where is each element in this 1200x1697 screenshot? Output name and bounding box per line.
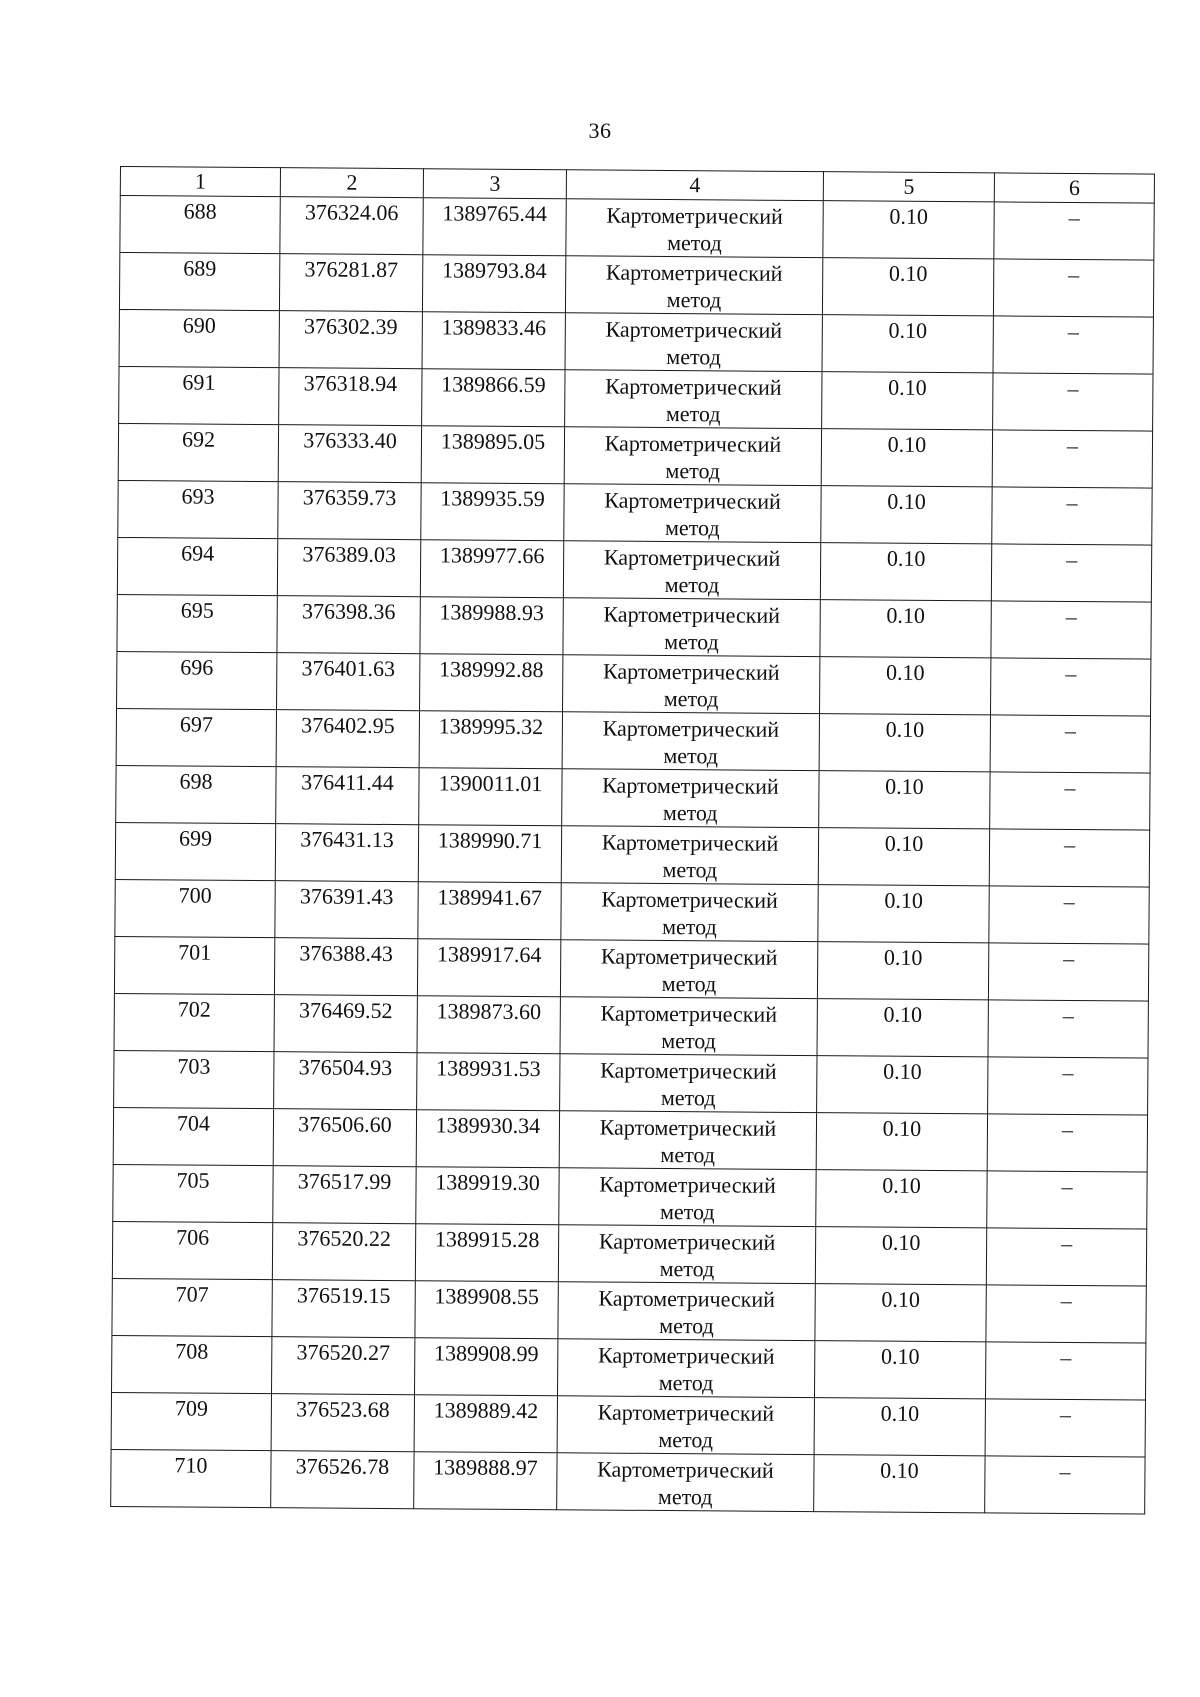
method-cell bbox=[565, 370, 822, 429]
method-cell bbox=[563, 655, 820, 714]
method-line-2: метод bbox=[664, 515, 720, 541]
method-cell bbox=[559, 1111, 816, 1170]
table-row bbox=[111, 1449, 1145, 1514]
accuracy-cell: 0.10 bbox=[819, 771, 990, 829]
method-line-2: метод bbox=[665, 401, 721, 427]
x-coordinate-cell: 376506.60 bbox=[273, 1109, 416, 1167]
point-number-cell: 697 bbox=[116, 708, 276, 766]
point-number-cell: 705 bbox=[113, 1164, 273, 1222]
table-row bbox=[120, 196, 1154, 261]
point-number-cell: 702 bbox=[114, 993, 274, 1051]
method-line-1: Картометрический bbox=[605, 259, 783, 286]
table-row bbox=[115, 879, 1149, 944]
note-cell: – bbox=[985, 1399, 1145, 1457]
x-coordinate-cell: 376519.15 bbox=[272, 1280, 415, 1338]
method-line-1: Картометрический bbox=[605, 373, 782, 400]
method-cell bbox=[560, 997, 817, 1056]
accuracy-cell: 0.10 bbox=[817, 1056, 988, 1114]
accuracy-cell: 0.10 bbox=[818, 885, 989, 943]
accuracy-cell: 0.10 bbox=[817, 999, 988, 1057]
y-coordinate-cell: 1390011.01 bbox=[419, 768, 562, 826]
accuracy-cell: 0.10 bbox=[814, 1398, 985, 1456]
point-number-cell: 694 bbox=[117, 537, 277, 595]
method-line-2: метод bbox=[659, 1312, 714, 1339]
y-coordinate-cell: 1389917.64 bbox=[417, 939, 560, 997]
y-coordinate-cell: 1389765.44 bbox=[423, 198, 566, 256]
table-row bbox=[114, 936, 1148, 1001]
accuracy-cell: 0.10 bbox=[814, 1455, 985, 1513]
point-number-cell: 706 bbox=[112, 1221, 272, 1279]
method-line-1: Картометрический bbox=[601, 829, 779, 856]
method-cell bbox=[562, 712, 819, 771]
method-line-2: метод bbox=[662, 856, 718, 883]
y-coordinate-cell: 1389930.34 bbox=[416, 1110, 559, 1168]
y-coordinate-cell: 1389941.67 bbox=[418, 882, 561, 940]
table-row bbox=[119, 253, 1153, 318]
method-line-2: метод bbox=[661, 970, 717, 997]
table-row bbox=[116, 765, 1150, 830]
note-cell: – bbox=[989, 886, 1149, 944]
method-line-2: метод bbox=[666, 287, 722, 313]
point-number-cell: 698 bbox=[116, 765, 276, 823]
table-row bbox=[118, 480, 1152, 545]
y-coordinate-cell: 1389895.05 bbox=[421, 426, 564, 484]
table-row bbox=[112, 1221, 1146, 1286]
method-line-2: метод bbox=[664, 629, 719, 655]
method-line-2: метод bbox=[659, 1198, 715, 1225]
method-cell bbox=[565, 313, 822, 372]
method-line-2: метод bbox=[658, 1426, 714, 1453]
method-line-1: Картометрический bbox=[604, 430, 782, 457]
method-line-2: метод bbox=[664, 572, 720, 598]
method-cell bbox=[563, 541, 820, 600]
note-cell: – bbox=[988, 1000, 1148, 1058]
note-cell: – bbox=[989, 829, 1149, 887]
method-cell bbox=[564, 484, 821, 543]
x-coordinate-cell: 376401.63 bbox=[277, 653, 420, 711]
method-line-1: Картометрический bbox=[600, 1057, 777, 1084]
y-coordinate-cell: 1389793.84 bbox=[422, 255, 565, 313]
note-cell: – bbox=[991, 601, 1151, 659]
table-row bbox=[115, 822, 1149, 887]
x-coordinate-cell: 376526.78 bbox=[271, 1451, 414, 1509]
method-line-1: Картометрический bbox=[603, 601, 781, 628]
y-coordinate-cell: 1389908.55 bbox=[415, 1281, 558, 1339]
method-line-1: Картометрический bbox=[602, 715, 780, 742]
accuracy-cell: 0.10 bbox=[815, 1227, 986, 1285]
note-cell: – bbox=[986, 1285, 1146, 1343]
table-row bbox=[118, 423, 1152, 488]
note-cell: – bbox=[992, 430, 1152, 488]
accuracy-cell: 0.10 bbox=[816, 1113, 987, 1171]
note-cell: – bbox=[988, 943, 1148, 1001]
method-line-1: Картометрический bbox=[598, 1228, 776, 1255]
method-line-2: метод bbox=[663, 742, 719, 769]
table-row bbox=[117, 651, 1151, 716]
coordinates-table bbox=[110, 166, 1155, 1515]
method-line-2: метод bbox=[661, 1027, 716, 1054]
accuracy-cell: 0.10 bbox=[822, 258, 993, 316]
method-cell bbox=[559, 1168, 816, 1227]
note-cell: – bbox=[993, 259, 1153, 317]
x-coordinate-cell: 376517.99 bbox=[273, 1166, 416, 1224]
table-body bbox=[111, 196, 1155, 1515]
table-row bbox=[113, 1107, 1147, 1172]
x-coordinate-cell: 376504.93 bbox=[274, 1052, 417, 1110]
table-row bbox=[119, 366, 1153, 431]
point-number-cell: 689 bbox=[119, 253, 279, 311]
x-coordinate-cell: 376388.43 bbox=[274, 938, 417, 996]
point-number-cell: 700 bbox=[115, 879, 275, 937]
accuracy-cell: 0.10 bbox=[820, 657, 991, 715]
method-line-1: Картометрический bbox=[605, 316, 783, 343]
accuracy-cell: 0.10 bbox=[821, 429, 992, 487]
point-number-cell: 695 bbox=[117, 594, 277, 652]
note-cell: – bbox=[988, 1057, 1148, 1115]
point-number-cell: 710 bbox=[111, 1449, 271, 1507]
point-number-cell: 691 bbox=[119, 366, 279, 424]
method-cell bbox=[561, 883, 818, 942]
point-number-cell: 688 bbox=[120, 196, 280, 254]
note-cell: – bbox=[990, 715, 1150, 773]
point-number-cell: 709 bbox=[111, 1392, 271, 1450]
x-coordinate-cell: 376523.68 bbox=[271, 1394, 414, 1452]
table-row bbox=[113, 1164, 1147, 1229]
method-cell bbox=[563, 598, 820, 657]
method-cell bbox=[558, 1282, 815, 1341]
method-line-2: метод bbox=[660, 1084, 716, 1111]
table-row bbox=[117, 594, 1151, 659]
x-coordinate-cell: 376389.03 bbox=[277, 539, 420, 597]
accuracy-cell: 0.10 bbox=[819, 714, 990, 772]
page-number: 36 bbox=[588, 118, 612, 143]
column-header-1: 1 bbox=[120, 167, 280, 197]
accuracy-cell: 0.10 bbox=[816, 1170, 987, 1228]
y-coordinate-cell: 1389873.60 bbox=[417, 996, 560, 1054]
method-line-2: метод bbox=[662, 913, 717, 940]
column-header-2: 2 bbox=[280, 168, 423, 198]
method-line-2: метод bbox=[667, 230, 722, 256]
method-line-1: Картометрический bbox=[597, 1456, 774, 1483]
point-number-cell: 708 bbox=[112, 1335, 272, 1393]
method-line-1: Картометрический bbox=[601, 886, 778, 913]
method-line-2: метод bbox=[660, 1141, 716, 1168]
y-coordinate-cell: 1389919.30 bbox=[416, 1167, 559, 1225]
method-line-1: Картометрический bbox=[600, 943, 778, 970]
method-line-2: метод bbox=[663, 686, 719, 712]
note-cell: – bbox=[993, 316, 1153, 374]
note-cell: – bbox=[993, 373, 1153, 431]
y-coordinate-cell: 1389889.42 bbox=[414, 1395, 557, 1453]
table-row bbox=[116, 708, 1150, 773]
y-coordinate-cell: 1389977.66 bbox=[420, 540, 563, 598]
table-row bbox=[112, 1278, 1146, 1343]
method-cell bbox=[557, 1339, 814, 1398]
x-coordinate-cell: 376398.36 bbox=[277, 596, 420, 654]
accuracy-cell: 0.10 bbox=[814, 1341, 985, 1399]
y-coordinate-cell: 1389931.53 bbox=[417, 1053, 560, 1111]
x-coordinate-cell: 376520.22 bbox=[272, 1223, 415, 1281]
point-number-cell: 699 bbox=[115, 822, 275, 880]
method-line-2: метод bbox=[662, 799, 718, 826]
point-number-cell: 690 bbox=[119, 309, 279, 367]
method-line-2: метод bbox=[658, 1369, 714, 1396]
method-cell bbox=[566, 199, 823, 258]
note-cell: – bbox=[985, 1456, 1145, 1514]
method-line-1: Картометрический bbox=[602, 772, 779, 799]
note-cell: – bbox=[994, 202, 1154, 260]
x-coordinate-cell: 376520.27 bbox=[272, 1337, 415, 1395]
method-line-1: Картометрический bbox=[597, 1342, 775, 1369]
point-number-cell: 707 bbox=[112, 1278, 272, 1336]
method-line-1: Картометрический bbox=[599, 1114, 777, 1141]
accuracy-cell: 0.10 bbox=[821, 486, 992, 544]
x-coordinate-cell: 376302.39 bbox=[279, 311, 422, 369]
note-cell: – bbox=[986, 1228, 1146, 1286]
method-cell bbox=[562, 769, 819, 828]
method-line-1: Картометрический bbox=[599, 1171, 776, 1198]
point-number-cell: 696 bbox=[117, 651, 277, 709]
y-coordinate-cell: 1389866.59 bbox=[422, 369, 565, 427]
x-coordinate-cell: 376469.52 bbox=[274, 995, 417, 1053]
method-cell bbox=[558, 1225, 815, 1284]
coordinates-table-container bbox=[110, 166, 1154, 1515]
accuracy-cell: 0.10 bbox=[820, 600, 991, 658]
y-coordinate-cell: 1389908.99 bbox=[415, 1338, 558, 1396]
y-coordinate-cell: 1389888.97 bbox=[414, 1452, 557, 1510]
y-coordinate-cell: 1389833.46 bbox=[422, 312, 565, 370]
point-number-cell: 692 bbox=[118, 423, 278, 481]
y-coordinate-cell: 1389915.28 bbox=[415, 1224, 558, 1282]
method-cell bbox=[564, 427, 821, 486]
method-line-1: Картометрический bbox=[598, 1285, 776, 1312]
note-cell: – bbox=[985, 1342, 1145, 1400]
column-header-5: 5 bbox=[823, 172, 994, 202]
x-coordinate-cell: 376359.73 bbox=[278, 482, 421, 540]
method-line-2: метод bbox=[665, 458, 721, 484]
note-cell: – bbox=[987, 1114, 1147, 1172]
point-number-cell: 704 bbox=[113, 1107, 273, 1165]
method-cell bbox=[561, 826, 818, 885]
table-row bbox=[114, 1050, 1148, 1115]
accuracy-cell: 0.10 bbox=[818, 828, 989, 886]
method-cell bbox=[560, 940, 817, 999]
table-row bbox=[111, 1392, 1145, 1457]
method-cell bbox=[560, 1054, 817, 1113]
method-cell bbox=[557, 1453, 814, 1512]
method-line-2: метод bbox=[666, 344, 721, 370]
x-coordinate-cell: 376391.43 bbox=[275, 881, 418, 939]
column-header-6: 6 bbox=[994, 173, 1154, 203]
method-cell bbox=[565, 256, 822, 315]
accuracy-cell: 0.10 bbox=[822, 315, 993, 373]
note-cell: – bbox=[990, 658, 1150, 716]
method-line-1: Картометрический bbox=[600, 1000, 778, 1027]
accuracy-cell: 0.10 bbox=[822, 372, 993, 430]
note-cell: – bbox=[987, 1171, 1147, 1229]
accuracy-cell: 0.10 bbox=[815, 1284, 986, 1342]
y-coordinate-cell: 1389988.93 bbox=[420, 597, 563, 655]
x-coordinate-cell: 376281.87 bbox=[279, 254, 422, 312]
y-coordinate-cell: 1389995.32 bbox=[419, 711, 562, 769]
point-number-cell: 693 bbox=[118, 480, 278, 538]
table-row bbox=[112, 1335, 1146, 1400]
method-line-1: Картометрический bbox=[602, 658, 780, 685]
method-line-2: метод bbox=[657, 1483, 713, 1510]
x-coordinate-cell: 376431.13 bbox=[275, 824, 418, 882]
column-header-4: 4 bbox=[566, 170, 823, 201]
x-coordinate-cell: 376411.44 bbox=[276, 767, 419, 825]
y-coordinate-cell: 1389992.88 bbox=[420, 654, 563, 712]
x-coordinate-cell: 376402.95 bbox=[276, 710, 419, 768]
point-number-cell: 703 bbox=[114, 1050, 274, 1108]
x-coordinate-cell: 376318.94 bbox=[279, 368, 422, 426]
method-line-1: Картометрический bbox=[603, 544, 781, 571]
method-line-1: Картометрический bbox=[606, 202, 783, 229]
x-coordinate-cell: 376333.40 bbox=[278, 425, 421, 483]
table-row bbox=[114, 993, 1148, 1058]
note-cell: – bbox=[990, 772, 1150, 830]
y-coordinate-cell: 1389935.59 bbox=[421, 483, 564, 541]
note-cell: – bbox=[992, 487, 1152, 545]
table-row bbox=[119, 309, 1153, 374]
x-coordinate-cell: 376324.06 bbox=[280, 197, 423, 255]
method-line-2: метод bbox=[659, 1255, 715, 1282]
method-cell bbox=[557, 1396, 814, 1455]
accuracy-cell: 0.10 bbox=[823, 201, 994, 259]
note-cell: – bbox=[991, 544, 1151, 602]
table-row bbox=[117, 537, 1151, 602]
y-coordinate-cell: 1389990.71 bbox=[418, 825, 561, 883]
method-line-1: Картометрический bbox=[597, 1399, 775, 1426]
point-number-cell: 701 bbox=[114, 936, 274, 994]
accuracy-cell: 0.10 bbox=[820, 543, 991, 601]
column-header-3: 3 bbox=[423, 169, 566, 199]
method-line-1: Картометрический bbox=[604, 487, 781, 514]
accuracy-cell: 0.10 bbox=[817, 942, 988, 1000]
